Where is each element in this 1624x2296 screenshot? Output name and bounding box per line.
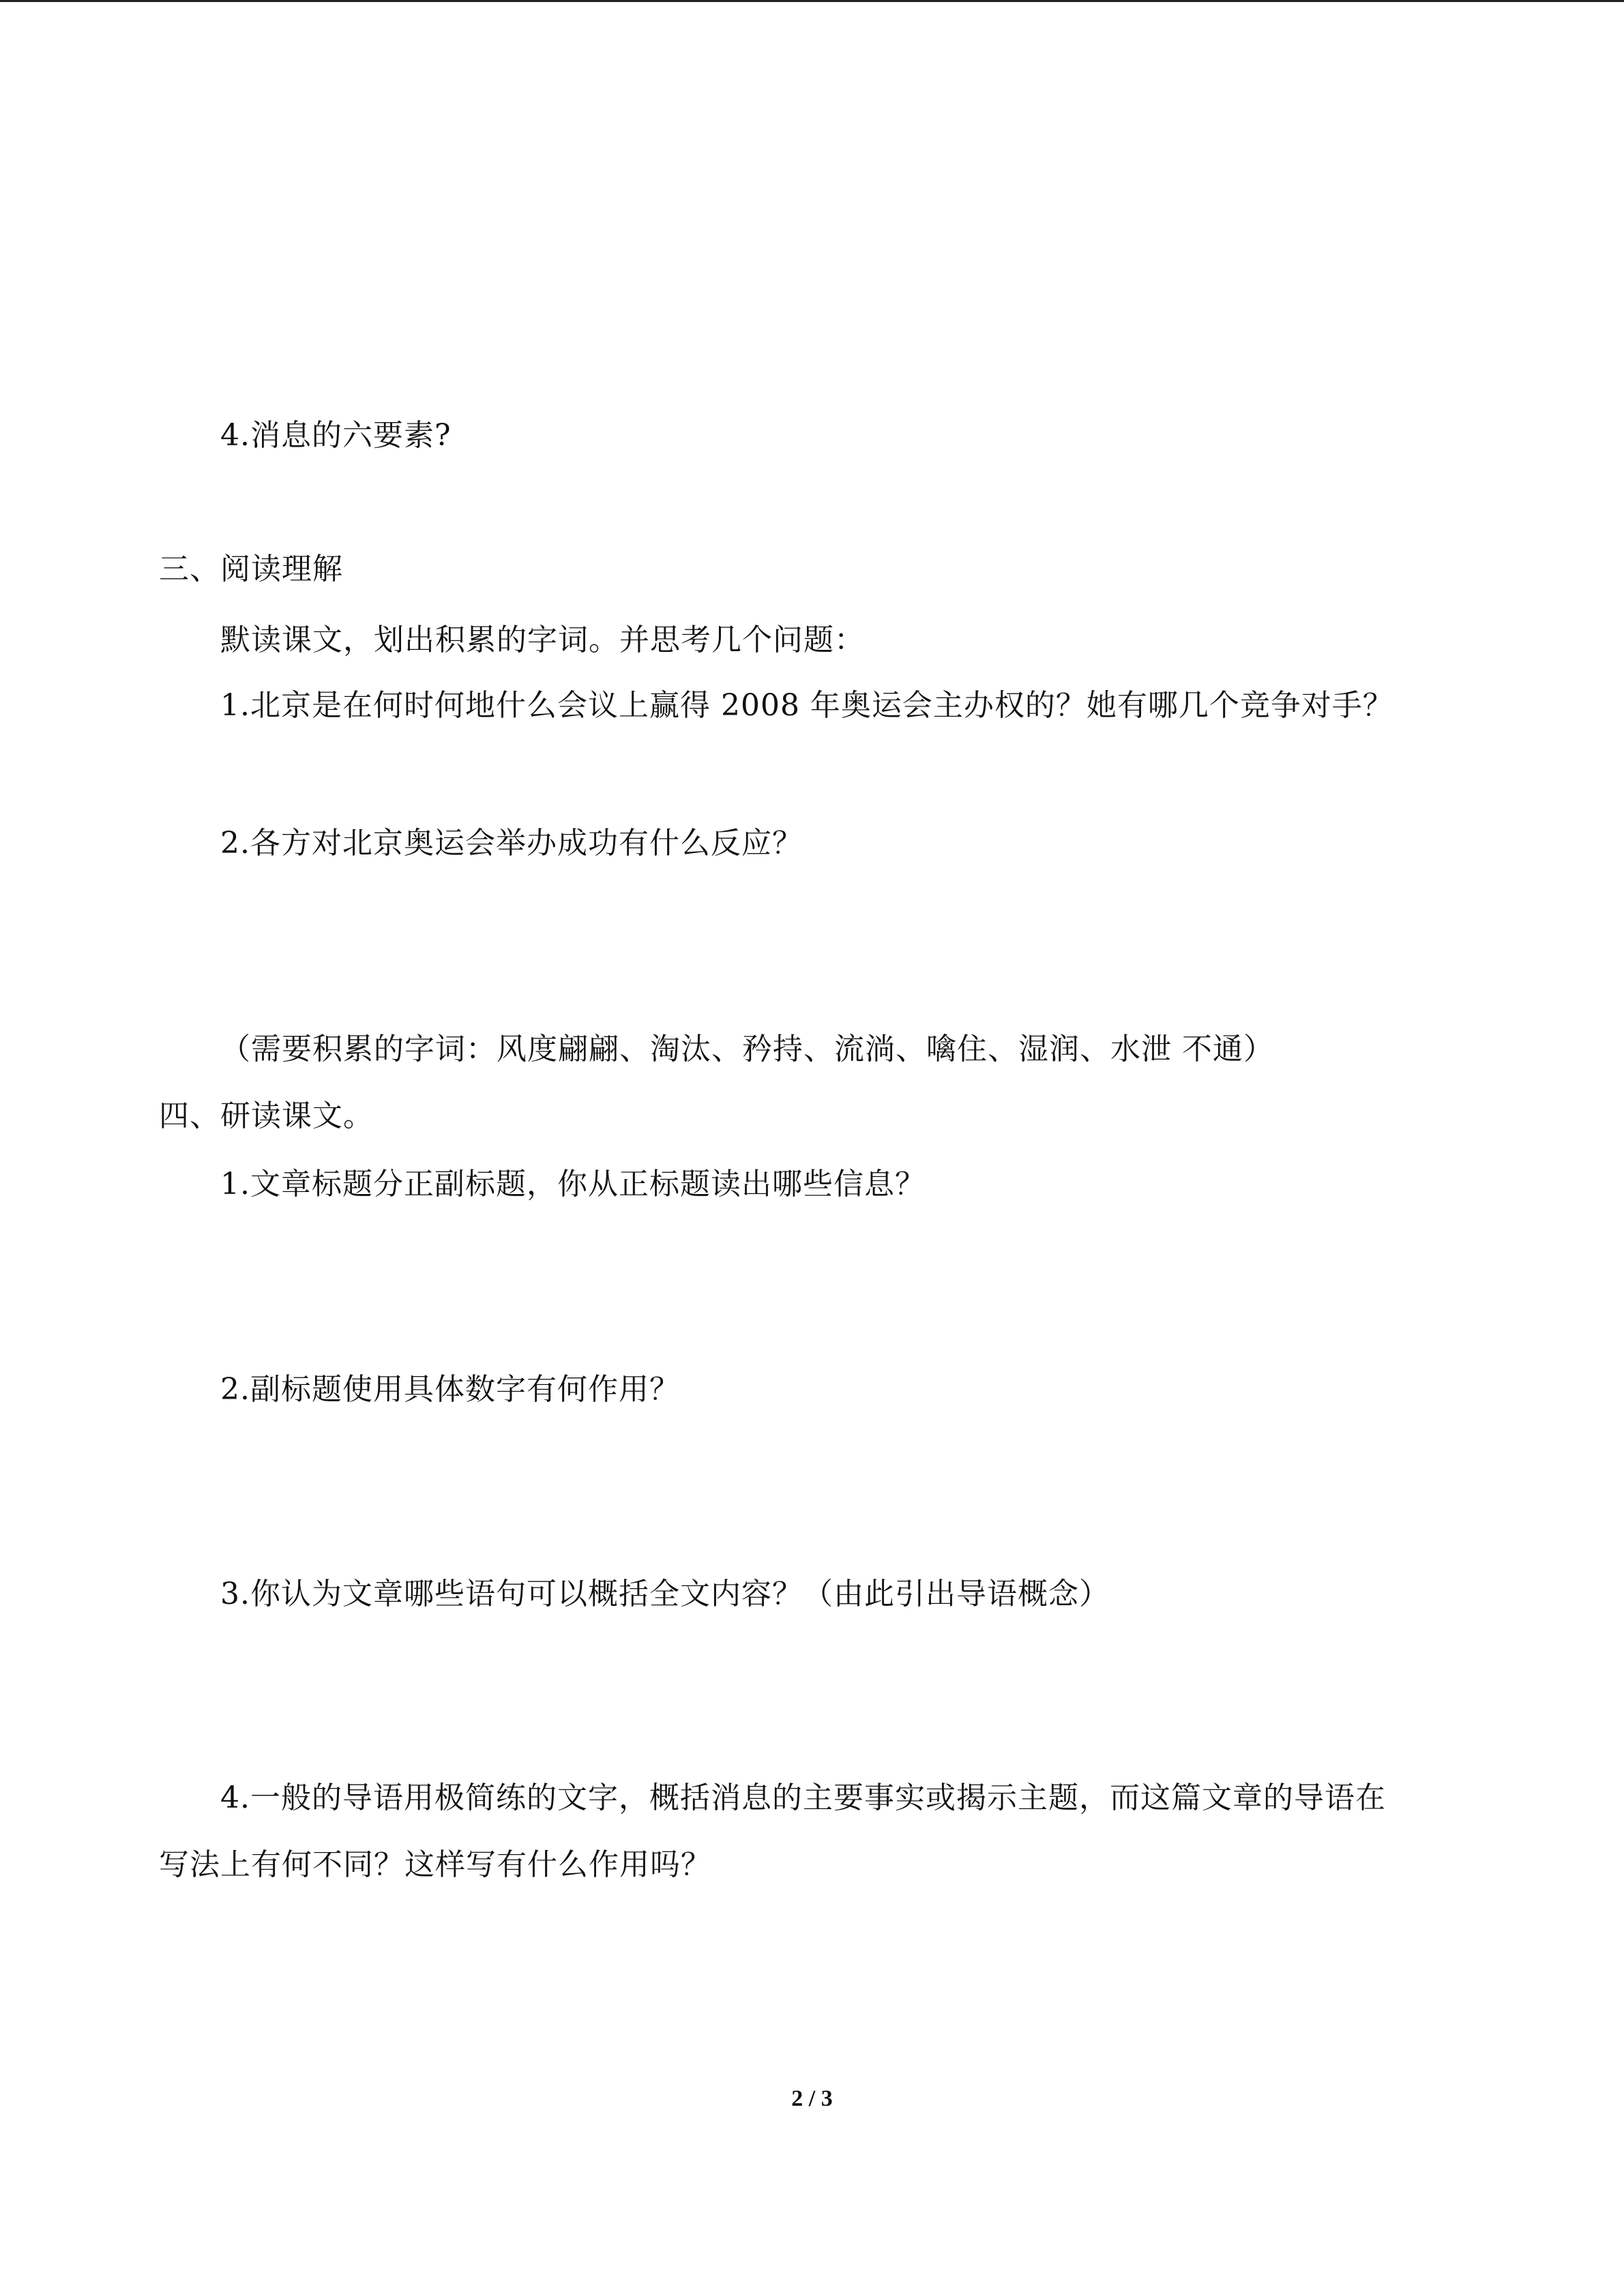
vocabulary-note: （需要积累的字词：风度翩翩、淘汰、矜持、流淌、噙住、湿润、水泄 不通） [220, 1032, 1274, 1067]
page-top-border [0, 0, 1624, 2]
study-question-4-line-2: 写法上有何不同？这样写有什么作用吗？ [159, 1847, 711, 1882]
reading-question-2: 2.各方对北京奥运会举办成功有什么反应？ [220, 826, 803, 861]
section-3-heading-reading: 三、阅读理解 [159, 552, 343, 586]
page-number: 2 / 3 [791, 2086, 833, 2111]
reading-instruction: 默读课文，划出积累的字词。并思考几个问题： [220, 623, 865, 657]
question-2-4-six-elements: 4.消息的六要素? [220, 418, 452, 453]
study-question-4-line-1: 4.一般的导语用极简练的文字，概括消息的主要事实或揭示主题，而这篇文章的导语在 [220, 1780, 1386, 1815]
reading-question-1: 1.北京是在何时何地什么会议上赢得 2008 年奥运会主办权的？她有哪几个竞争对手？ [220, 688, 1393, 723]
study-question-2: 2.副标题使用具体数字有何作用？ [220, 1372, 680, 1407]
study-question-1: 1.文章标题分正副标题，你从正标题读出哪些信息？ [220, 1167, 926, 1202]
section-4-heading-study: 四、研读课文。 [159, 1099, 374, 1133]
study-question-3: 3.你认为文章哪些语句可以概括全文内容？（由此引出导语概念） [220, 1577, 1110, 1611]
